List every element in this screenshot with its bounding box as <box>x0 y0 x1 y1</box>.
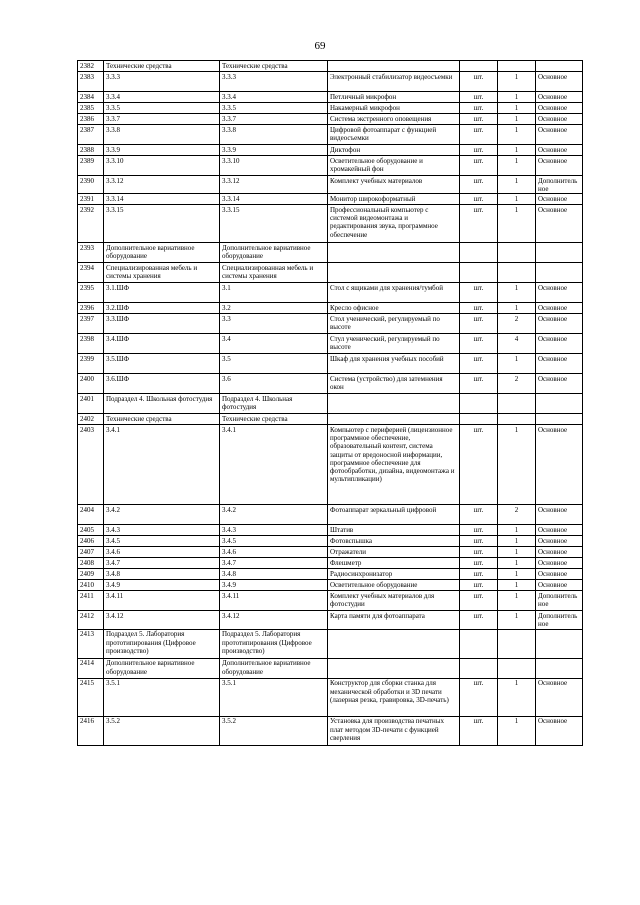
unit: шт. <box>460 505 498 525</box>
equipment-type: Основное <box>536 678 583 716</box>
equipment-type: Основное <box>536 716 583 745</box>
quantity: 1 <box>498 194 536 205</box>
equipment-type: Основное <box>536 558 583 569</box>
item-name: Электронный стабилизатор видеосъемки <box>328 72 460 92</box>
item-name <box>328 263 460 283</box>
quantity: 1 <box>498 156 536 176</box>
quantity: 2 <box>498 505 536 525</box>
table-row <box>78 716 583 745</box>
quantity: 2 <box>498 374 536 394</box>
item-code: 3.4.9 <box>220 580 328 591</box>
section-code: 3.3.8 <box>104 125 220 145</box>
item-name <box>328 61 460 72</box>
item-name: Штатив <box>328 525 460 536</box>
equipment-type <box>536 263 583 283</box>
item-code: 3.5 <box>220 354 328 374</box>
item-name: Комплект учебных материалов <box>328 176 460 194</box>
unit: шт. <box>460 156 498 176</box>
row-number: 2391 <box>78 194 104 205</box>
item-code: 3.1 <box>220 283 328 303</box>
item-name <box>328 658 460 678</box>
section-code: 3.3.ШФ <box>104 314 220 334</box>
item-name: Кресло офисное <box>328 303 460 314</box>
item-code: 3.3.8 <box>220 125 328 145</box>
row-number: 2409 <box>78 569 104 580</box>
equipment-type: Основное <box>536 314 583 334</box>
row-number: 2415 <box>78 678 104 716</box>
unit: шт. <box>460 611 498 629</box>
row-number: 2416 <box>78 716 104 745</box>
row-number: 2399 <box>78 354 104 374</box>
item-code: Технические средства <box>220 61 328 72</box>
row-number: 2390 <box>78 176 104 194</box>
row-number: 2404 <box>78 505 104 525</box>
equipment-type: Основное <box>536 283 583 303</box>
table-row <box>78 569 583 580</box>
section-code: Технические средства <box>104 61 220 72</box>
equipment-type: Основное <box>536 72 583 92</box>
row-number: 2386 <box>78 114 104 125</box>
quantity: 1 <box>498 145 536 156</box>
unit: шт. <box>460 716 498 745</box>
quantity: 1 <box>498 591 536 611</box>
item-name: Шкаф для хранения учебных пособий <box>328 354 460 374</box>
unit: шт. <box>460 92 498 103</box>
unit: шт. <box>460 176 498 194</box>
quantity: 1 <box>498 103 536 114</box>
table-row <box>78 525 583 536</box>
table-row <box>78 263 583 283</box>
table-row <box>78 558 583 569</box>
table-row <box>78 394 583 414</box>
section-code: 3.3.12 <box>104 176 220 194</box>
equipment-type: Основное <box>536 156 583 176</box>
item-name: Компьютер с периферией (лицензионное программное обеспечение, образовательный контент, система защиты от вредоносной информации, программное обеспечение для фотообработки, дизайна, видеомонтажа и мультипликации) <box>328 425 460 505</box>
item-name: Диктофон <box>328 145 460 156</box>
row-number: 2387 <box>78 125 104 145</box>
section-code: 3.4.2 <box>104 505 220 525</box>
equipment-table <box>77 60 583 746</box>
row-number: 2385 <box>78 103 104 114</box>
unit: шт. <box>460 569 498 580</box>
table-row <box>78 314 583 334</box>
item-name: Система (устройство) для затемнения окон <box>328 374 460 394</box>
item-name: Радиосинхронизатор <box>328 569 460 580</box>
unit: шт. <box>460 314 498 334</box>
unit: шт. <box>460 678 498 716</box>
quantity: 1 <box>498 283 536 303</box>
item-name: Фотовспышка <box>328 536 460 547</box>
row-number: 2408 <box>78 558 104 569</box>
table-row <box>78 72 583 92</box>
row-number: 2413 <box>78 629 104 658</box>
item-name: Отражатели <box>328 547 460 558</box>
table-row <box>78 414 583 425</box>
row-number: 2395 <box>78 283 104 303</box>
table-row <box>78 658 583 678</box>
item-name: Монитор широкоформатный <box>328 194 460 205</box>
quantity <box>498 414 536 425</box>
unit: шт. <box>460 374 498 394</box>
equipment-type: Основное <box>536 103 583 114</box>
item-name: Установка для производства печатных плат методом 3D-печати с функцией сверления <box>328 716 460 745</box>
quantity: 1 <box>498 72 536 92</box>
quantity <box>498 61 536 72</box>
quantity <box>498 658 536 678</box>
item-name: Накамерный микрофон <box>328 103 460 114</box>
quantity: 2 <box>498 314 536 334</box>
unit: шт. <box>460 114 498 125</box>
quantity: 1 <box>498 558 536 569</box>
row-number: 2398 <box>78 334 104 354</box>
equipment-type <box>536 658 583 678</box>
item-code: 3.4.8 <box>220 569 328 580</box>
quantity: 1 <box>498 547 536 558</box>
table-row <box>78 303 583 314</box>
section-code: 3.5.1 <box>104 678 220 716</box>
item-name: Стул ученический, регулируемый по высоте <box>328 334 460 354</box>
unit: шт. <box>460 354 498 374</box>
row-number: 2402 <box>78 414 104 425</box>
table-row <box>78 205 583 243</box>
equipment-type: Основное <box>536 145 583 156</box>
item-code: 3.4 <box>220 334 328 354</box>
item-code: 3.3.7 <box>220 114 328 125</box>
item-name: Профессиональный компьютер с системой видеомонтажа и редактирования звука, программное обеспечение <box>328 205 460 243</box>
item-code: 3.4.3 <box>220 525 328 536</box>
section-code: Подраздел 5. Лаборатория прототипирования (Цифровое производство) <box>104 629 220 658</box>
equipment-type: Основное <box>536 194 583 205</box>
item-name: Цифровой фотоаппарат с функцией видеосъемки <box>328 125 460 145</box>
equipment-type: Основное <box>536 354 583 374</box>
equipment-type: Основное <box>536 92 583 103</box>
unit: шт. <box>460 536 498 547</box>
equipment-type: Основное <box>536 547 583 558</box>
section-code: Дополнительное вариативное оборудование <box>104 658 220 678</box>
equipment-type: Основное <box>536 334 583 354</box>
row-number: 2396 <box>78 303 104 314</box>
section-code: 3.3.3 <box>104 72 220 92</box>
section-code: 3.5.ШФ <box>104 354 220 374</box>
row-number: 2392 <box>78 205 104 243</box>
section-code: 3.4.1 <box>104 425 220 505</box>
equipment-type: Дополнительное <box>536 176 583 194</box>
row-number: 2407 <box>78 547 104 558</box>
row-number: 2394 <box>78 263 104 283</box>
unit: шт. <box>460 72 498 92</box>
item-code: 3.4.6 <box>220 547 328 558</box>
equipment-type: Основное <box>536 525 583 536</box>
equipment-type: Основное <box>536 374 583 394</box>
unit <box>460 658 498 678</box>
item-name <box>328 629 460 658</box>
table-row <box>78 61 583 72</box>
unit <box>460 394 498 414</box>
row-number: 2384 <box>78 92 104 103</box>
equipment-type: Основное <box>536 569 583 580</box>
table-row <box>78 125 583 145</box>
equipment-type: Основное <box>536 505 583 525</box>
table-row <box>78 156 583 176</box>
row-number: 2401 <box>78 394 104 414</box>
item-name: Система экстренного оповещения <box>328 114 460 125</box>
unit: шт. <box>460 547 498 558</box>
quantity: 1 <box>498 580 536 591</box>
unit: шт. <box>460 303 498 314</box>
quantity: 1 <box>498 303 536 314</box>
item-code: 3.3.10 <box>220 156 328 176</box>
item-code: 3.4.2 <box>220 505 328 525</box>
row-number: 2411 <box>78 591 104 611</box>
section-code: 3.5.2 <box>104 716 220 745</box>
equipment-type: Основное <box>536 536 583 547</box>
item-code: Технические средства <box>220 414 328 425</box>
section-code: Специализированная мебель и системы хранения <box>104 263 220 283</box>
quantity: 1 <box>498 569 536 580</box>
row-number: 2406 <box>78 536 104 547</box>
equipment-type: Дополнительное <box>536 591 583 611</box>
unit: шт. <box>460 334 498 354</box>
unit: шт. <box>460 283 498 303</box>
item-name: Осветительное оборудование <box>328 580 460 591</box>
item-code: 3.5.2 <box>220 716 328 745</box>
row-number: 2410 <box>78 580 104 591</box>
unit: шт. <box>460 591 498 611</box>
section-code: 3.3.9 <box>104 145 220 156</box>
section-code: 3.1.ШФ <box>104 283 220 303</box>
table-row <box>78 194 583 205</box>
item-code: 3.5.1 <box>220 678 328 716</box>
item-code: 3.3 <box>220 314 328 334</box>
item-code: Дополнительное вариативное оборудование <box>220 658 328 678</box>
equipment-type <box>536 61 583 72</box>
section-code: 3.4.12 <box>104 611 220 629</box>
section-code: 3.4.6 <box>104 547 220 558</box>
table-row <box>78 243 583 263</box>
equipment-type <box>536 414 583 425</box>
equipment-type <box>536 394 583 414</box>
section-code: 3.4.11 <box>104 591 220 611</box>
table-row <box>78 629 583 658</box>
item-name: Стол с ящиками для хранения/тумбой <box>328 283 460 303</box>
item-code: 3.2 <box>220 303 328 314</box>
section-code: 3.4.ШФ <box>104 334 220 354</box>
item-code: 3.3.14 <box>220 194 328 205</box>
quantity <box>498 394 536 414</box>
item-code: 3.4.1 <box>220 425 328 505</box>
unit: шт. <box>460 145 498 156</box>
quantity <box>498 243 536 263</box>
section-code: 3.3.15 <box>104 205 220 243</box>
quantity: 1 <box>498 114 536 125</box>
row-number: 2397 <box>78 314 104 334</box>
row-number: 2383 <box>78 72 104 92</box>
unit: шт. <box>460 580 498 591</box>
item-name: Петличный микрофон <box>328 92 460 103</box>
section-code: 3.2.ШФ <box>104 303 220 314</box>
table-row <box>78 92 583 103</box>
item-code: 3.6 <box>220 374 328 394</box>
item-code: 3.3.4 <box>220 92 328 103</box>
unit: шт. <box>460 194 498 205</box>
equipment-type: Основное <box>536 114 583 125</box>
unit <box>460 414 498 425</box>
quantity: 1 <box>498 611 536 629</box>
section-code: 3.6.ШФ <box>104 374 220 394</box>
table-row <box>78 425 583 505</box>
quantity: 1 <box>498 125 536 145</box>
page-number: 69 <box>314 40 326 52</box>
section-code: Подраздел 4. Школьная фотостудия <box>104 394 220 414</box>
item-code: 3.3.12 <box>220 176 328 194</box>
row-number: 2393 <box>78 243 104 263</box>
equipment-type: Основное <box>536 125 583 145</box>
row-number: 2405 <box>78 525 104 536</box>
item-name: Карта памяти для фотоаппарата <box>328 611 460 629</box>
quantity: 1 <box>498 678 536 716</box>
quantity <box>498 629 536 658</box>
equipment-type <box>536 243 583 263</box>
item-name: Конструктор для сборки станка для механической обработки и 3D печати (лазерная резка, гравировка, 3D-печать) <box>328 678 460 716</box>
unit: шт. <box>460 558 498 569</box>
quantity: 1 <box>498 716 536 745</box>
equipment-type: Основное <box>536 205 583 243</box>
item-name: Флешметр <box>328 558 460 569</box>
item-name <box>328 414 460 425</box>
section-code: 3.4.9 <box>104 580 220 591</box>
unit: шт. <box>460 125 498 145</box>
row-number: 2388 <box>78 145 104 156</box>
item-code: Подраздел 4. Школьная фотостудия <box>220 394 328 414</box>
row-number: 2412 <box>78 611 104 629</box>
table-row <box>78 591 583 611</box>
quantity: 1 <box>498 92 536 103</box>
table-row <box>78 114 583 125</box>
section-code: 3.3.5 <box>104 103 220 114</box>
table-row <box>78 505 583 525</box>
section-code: 3.3.14 <box>104 194 220 205</box>
section-code: Технические средства <box>104 414 220 425</box>
unit <box>460 629 498 658</box>
quantity: 1 <box>498 176 536 194</box>
row-number: 2400 <box>78 374 104 394</box>
quantity: 4 <box>498 334 536 354</box>
unit <box>460 243 498 263</box>
table-row <box>78 354 583 374</box>
unit <box>460 263 498 283</box>
unit: шт. <box>460 525 498 536</box>
equipment-type: Основное <box>536 425 583 505</box>
section-code: Дополнительное вариативное оборудование <box>104 243 220 263</box>
table-row <box>78 374 583 394</box>
section-code: 3.4.3 <box>104 525 220 536</box>
item-code: Дополнительное вариативное оборудование <box>220 243 328 263</box>
unit: шт. <box>460 205 498 243</box>
section-code: 3.4.7 <box>104 558 220 569</box>
row-number: 2382 <box>78 61 104 72</box>
table-row <box>78 334 583 354</box>
item-code: 3.4.5 <box>220 536 328 547</box>
table-row <box>78 580 583 591</box>
table-row <box>78 145 583 156</box>
unit: шт. <box>460 425 498 505</box>
row-number: 2414 <box>78 658 104 678</box>
equipment-type: Основное <box>536 303 583 314</box>
table-row <box>78 547 583 558</box>
section-code: 3.3.10 <box>104 156 220 176</box>
equipment-type: Основное <box>536 580 583 591</box>
table-row <box>78 103 583 114</box>
table-row <box>78 536 583 547</box>
row-number: 2403 <box>78 425 104 505</box>
item-name: Комплект учебных материалов для фотостудии <box>328 591 460 611</box>
table-row <box>78 176 583 194</box>
quantity: 1 <box>498 425 536 505</box>
item-code: 3.3.9 <box>220 145 328 156</box>
item-code: 3.4.7 <box>220 558 328 569</box>
item-name: Фотоаппарат зеркальный цифровой <box>328 505 460 525</box>
section-code: 3.3.4 <box>104 92 220 103</box>
item-code: 3.3.3 <box>220 72 328 92</box>
quantity: 1 <box>498 525 536 536</box>
row-number: 2389 <box>78 156 104 176</box>
quantity: 1 <box>498 536 536 547</box>
table-row <box>78 283 583 303</box>
item-code: 3.4.11 <box>220 591 328 611</box>
quantity: 1 <box>498 354 536 374</box>
item-name: Осветительное оборудование и хромакейный фон <box>328 156 460 176</box>
unit <box>460 61 498 72</box>
item-code: 3.4.12 <box>220 611 328 629</box>
item-name <box>328 394 460 414</box>
item-name: Стол ученический, регулируемый по высоте <box>328 314 460 334</box>
equipment-type <box>536 629 583 658</box>
item-name <box>328 243 460 263</box>
quantity: 1 <box>498 205 536 243</box>
equipment-type: Дополнительное <box>536 611 583 629</box>
quantity <box>498 263 536 283</box>
section-code: 3.3.7 <box>104 114 220 125</box>
item-code: 3.3.5 <box>220 103 328 114</box>
item-code: Подраздел 5. Лаборатория прототипирования (Цифровое производство) <box>220 629 328 658</box>
table-row <box>78 611 583 629</box>
table-row <box>78 678 583 716</box>
section-code: 3.4.8 <box>104 569 220 580</box>
item-code: Специализированная мебель и системы хранения <box>220 263 328 283</box>
unit: шт. <box>460 103 498 114</box>
section-code: 3.4.5 <box>104 536 220 547</box>
item-code: 3.3.15 <box>220 205 328 243</box>
